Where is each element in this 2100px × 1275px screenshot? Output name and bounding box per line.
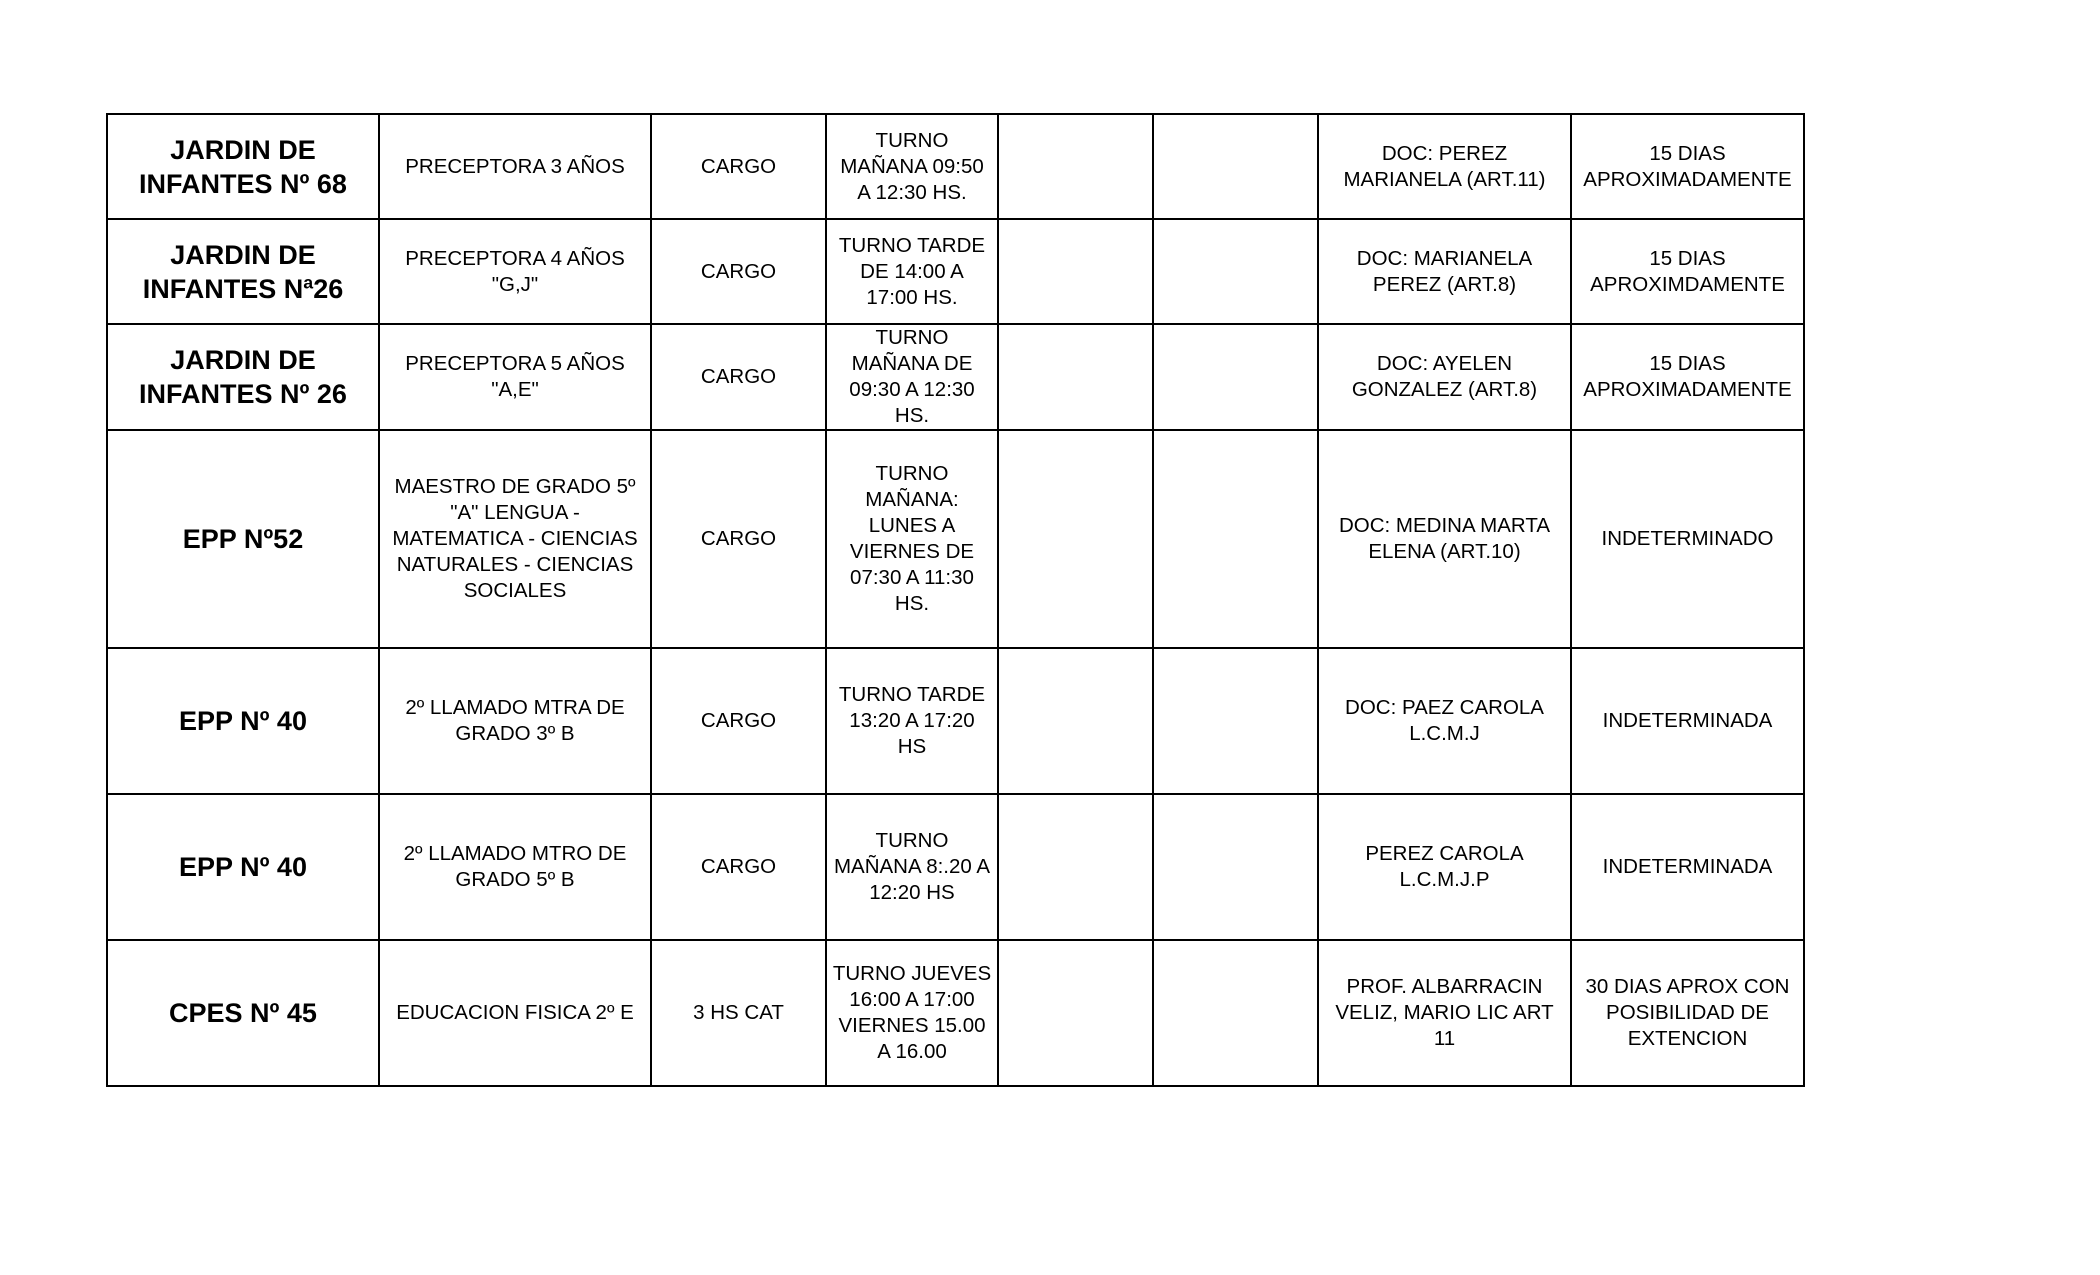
teacher-cell: DOC: PAEZ CAROLA L.C.M.J [1318,648,1571,794]
teacher-cell: DOC: MEDINA MARTA ELENA (ART.10) [1318,430,1571,648]
type-cell: CARGO [651,648,826,794]
table-row [107,648,1804,794]
duration-cell: 15 DIAS APROXIMDAMENTE [1571,219,1804,324]
assignments-table [106,113,1805,1087]
teacher-cell: PROF. ALBARRACIN VELIZ, MARIO LIC ART 11 [1318,940,1571,1086]
position-cell: PRECEPTORA 3 AÑOS [379,114,651,219]
empty-cell [1153,794,1318,940]
school-cell: CPES Nº 45 [107,940,379,1086]
teacher-cell: DOC: MARIANELA PEREZ (ART.8) [1318,219,1571,324]
school-cell: EPP Nº52 [107,430,379,648]
school-cell: JARDIN DE INFANTES Nº 26 [107,324,379,430]
position-cell: PRECEPTORA 4 AÑOS "G,J" [379,219,651,324]
duration-cell: 15 DIAS APROXIMADAMENTE [1571,114,1804,219]
teacher-cell: DOC: PEREZ MARIANELA (ART.11) [1318,114,1571,219]
empty-cell [998,648,1153,794]
empty-cell [1153,114,1318,219]
position-cell: EDUCACION FISICA 2º E [379,940,651,1086]
table-row [107,219,1804,324]
position-cell: 2º LLAMADO MTRO DE GRADO 5º B [379,794,651,940]
school-cell: JARDIN DE INFANTES Nº 68 [107,114,379,219]
teacher-cell: DOC: AYELEN GONZALEZ (ART.8) [1318,324,1571,430]
table-row [107,940,1804,1086]
position-cell: PRECEPTORA 5 AÑOS "A,E" [379,324,651,430]
type-cell: CARGO [651,219,826,324]
type-cell: CARGO [651,114,826,219]
type-cell: CARGO [651,324,826,430]
teacher-cell: PEREZ CAROLA L.C.M.J.P [1318,794,1571,940]
duration-cell: 30 DIAS APROX CON POSIBILIDAD DE EXTENCION [1571,940,1804,1086]
table-row [107,324,1804,430]
table-row [107,114,1804,219]
empty-cell [998,794,1153,940]
table-row [107,430,1804,648]
schedule-cell: TURNO TARDE DE 14:00 A 17:00 HS. [826,219,998,324]
empty-cell [998,940,1153,1086]
school-cell: EPP Nº 40 [107,648,379,794]
empty-cell [998,114,1153,219]
schedule-cell: TURNO MAÑANA 8:.20 A 12:20 HS [826,794,998,940]
empty-cell [998,324,1153,430]
schedule-cell: TURNO MAÑANA 09:50 A 12:30 HS. [826,114,998,219]
empty-cell [1153,324,1318,430]
empty-cell [1153,430,1318,648]
duration-cell: INDETERMINADO [1571,430,1804,648]
schedule-cell: TURNO JUEVES 16:00 A 17:00 VIERNES 15.00 A 16.00 [826,940,998,1086]
position-cell: 2º LLAMADO MTRA DE GRADO 3º B [379,648,651,794]
empty-cell [1153,219,1318,324]
duration-cell: 15 DIAS APROXIMADAMENTE [1571,324,1804,430]
position-cell: MAESTRO DE GRADO 5º "A" LENGUA - MATEMATICA - CIENCIAS NATURALES - CIENCIAS SOCIALES [379,430,651,648]
table-row [107,794,1804,940]
duration-cell: INDETERMINADA [1571,648,1804,794]
empty-cell [998,219,1153,324]
empty-cell [998,430,1153,648]
empty-cell [1153,648,1318,794]
school-cell: JARDIN DE INFANTES Nª26 [107,219,379,324]
schedule-cell: TURNO MAÑANA: LUNES A VIERNES DE 07:30 A 11:30 HS. [826,430,998,648]
school-cell: EPP Nº 40 [107,794,379,940]
empty-cell [1153,940,1318,1086]
schedule-cell: TURNO TARDE 13:20 A 17:20 HS [826,648,998,794]
duration-cell: INDETERMINADA [1571,794,1804,940]
schedule-cell: TURNO MAÑANA DE 09:30 A 12:30 HS. [826,324,998,430]
type-cell: CARGO [651,430,826,648]
type-cell: 3 HS CAT [651,940,826,1086]
type-cell: CARGO [651,794,826,940]
